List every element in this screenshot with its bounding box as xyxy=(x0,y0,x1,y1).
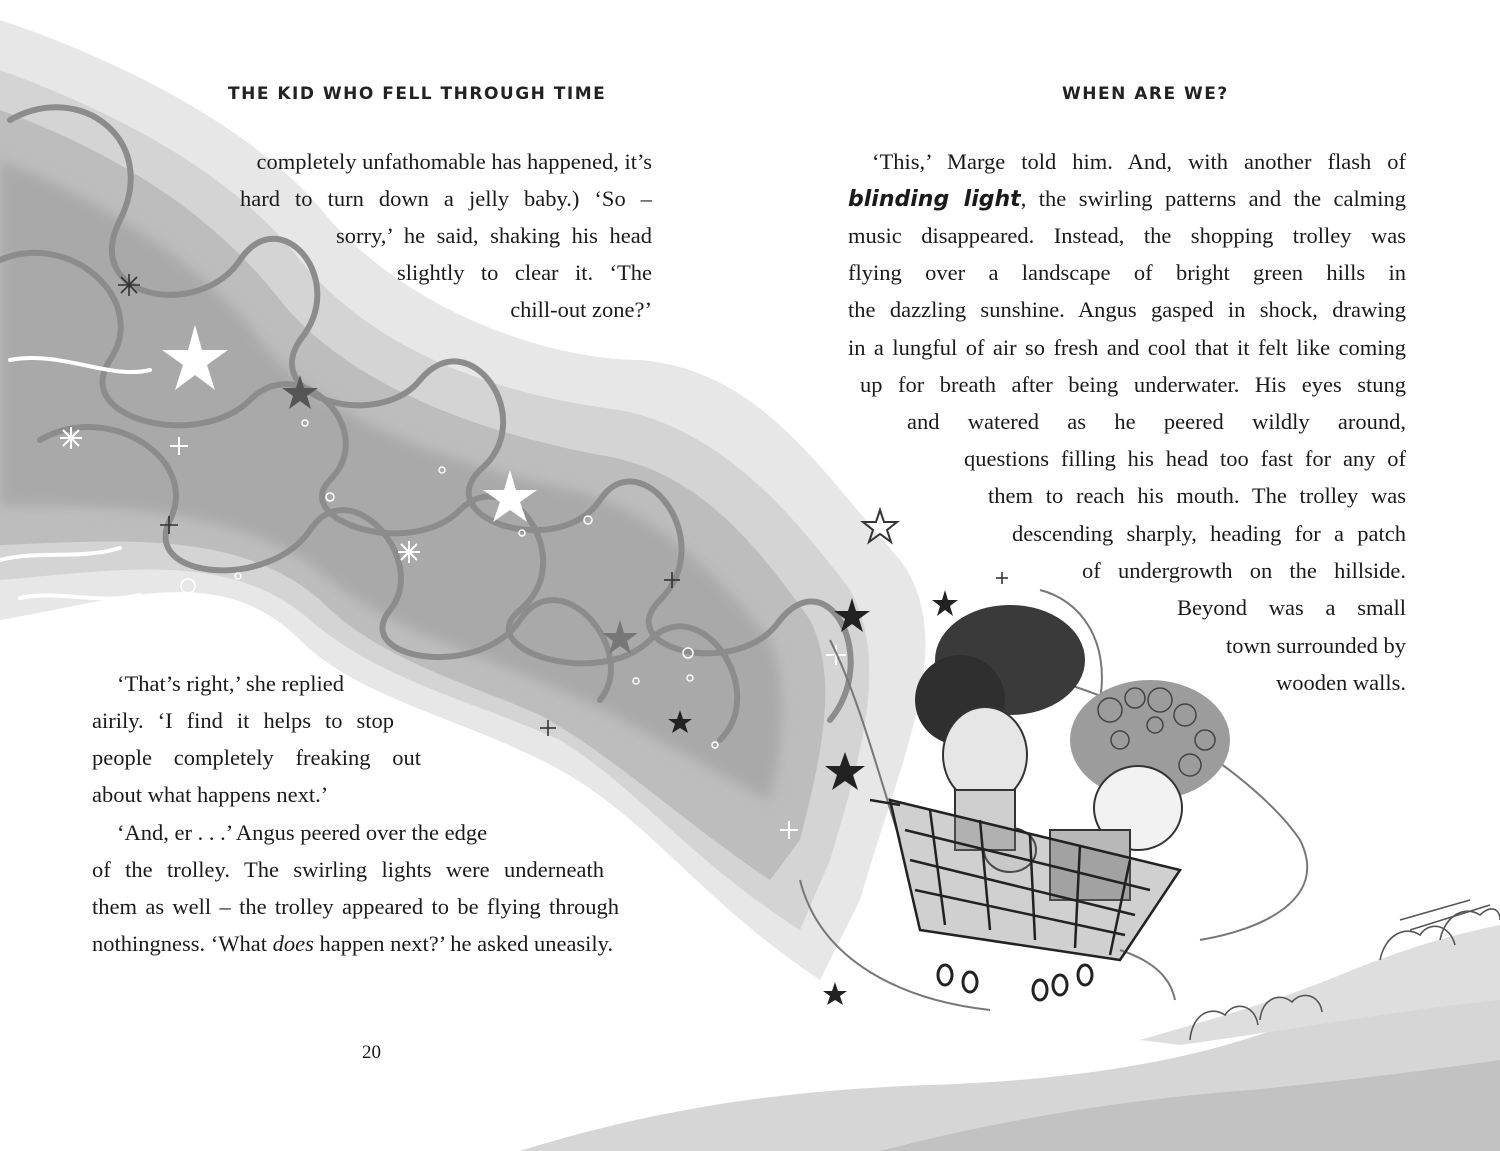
text-line: descending sharply, heading for a patch xyxy=(1012,521,1406,546)
text-line: slightly to clear it. ‘The xyxy=(397,260,652,285)
page-number: 20 xyxy=(362,1042,381,1063)
text-line: Beyond was a small xyxy=(1177,595,1406,620)
text-line: ‘And, er . . .’ Angus peered over the edge xyxy=(117,820,488,845)
text-line: wooden walls. xyxy=(1276,670,1406,695)
text-line: music disappeared. Instead, the shopping trolley was xyxy=(848,223,1406,248)
text-line: ‘That’s right,’ she replied xyxy=(117,671,345,696)
text-emphasis: blinding light xyxy=(848,187,1021,212)
text-line: about what happens next.’ xyxy=(92,782,329,807)
running-header-chapter-title: WHEN ARE WE? xyxy=(1062,84,1229,104)
text-line: flying over a landscape of bright green hills in xyxy=(848,260,1406,285)
text-line: of the trolley. The swirling lights were underneath xyxy=(92,857,604,882)
text-line: completely unfathomable has happened, it’s xyxy=(256,149,652,174)
text-segment: , the swirling patterns and the calming xyxy=(1020,186,1407,211)
text-line: the dazzling sunshine. Angus gasped in shock, drawing xyxy=(848,297,1406,322)
text-line: and watered as he peered wildly around, xyxy=(907,409,1406,434)
text-line: town surrounded by xyxy=(1226,633,1406,658)
text-line xyxy=(848,180,1406,218)
right-page xyxy=(750,0,1500,1151)
text-line: ‘This,’ Marge told him. And, with another flash of xyxy=(872,149,1406,174)
text-line: chill-out zone?’ xyxy=(510,297,652,322)
text-line: sorry,’ he said, shaking his head xyxy=(336,223,652,248)
text-line xyxy=(92,925,613,962)
text-line: people completely freaking out xyxy=(92,745,421,770)
text-line: questions filling his head too fast for any of xyxy=(964,446,1406,471)
text-line: in a lungful of air so fresh and cool that it felt like coming xyxy=(848,335,1406,360)
text-segment: nothingness. ‘What xyxy=(92,931,273,956)
text-line: of undergrowth on the hillside. xyxy=(1082,558,1406,583)
text-line: them as well – the trolley appeared to be flying through xyxy=(92,894,619,919)
running-header-book-title: THE KID WHO FELL THROUGH TIME xyxy=(228,84,607,104)
text-emphasis: does xyxy=(272,931,314,956)
text-line: airily. ‘I find it helps to stop xyxy=(92,708,394,733)
text-segment: happen next?’ he asked uneasily. xyxy=(313,931,614,956)
text-line: hard to turn down a jelly baby.) ‘So – xyxy=(240,186,652,211)
text-line: up for breath after being underwater. His eyes stung xyxy=(860,372,1406,397)
text-line: them to reach his mouth. The trolley was xyxy=(988,483,1406,508)
